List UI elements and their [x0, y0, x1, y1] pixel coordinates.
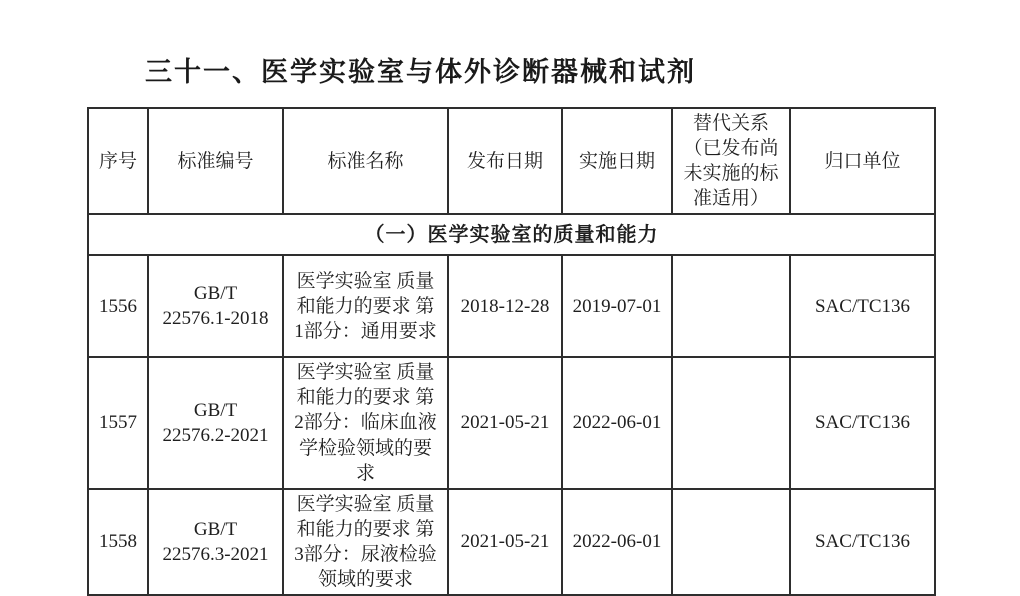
cell-replacement [672, 255, 790, 357]
cell-seq: 1556 [88, 255, 148, 357]
cell-name: 医学实验室 质量和能力的要求 第2部分：临床血液学检验领域的要求 [283, 357, 448, 488]
cell-unit: SAC/TC136 [790, 357, 935, 488]
cell-pub-date: 2018-12-28 [448, 255, 562, 357]
cell-impl-date: 2022-06-01 [562, 357, 672, 488]
column-header-unit: 归口单位 [790, 108, 935, 214]
cell-replacement [672, 489, 790, 595]
cell-replacement [672, 357, 790, 488]
cell-unit: SAC/TC136 [790, 255, 935, 357]
cell-seq: 1558 [88, 489, 148, 595]
cell-code: GB/T 22576.3-2021 [148, 489, 283, 595]
page-title: 三十一、医学实验室与体外诊断器械和试剂 [145, 57, 696, 87]
cell-pub-date: 2021-05-21 [448, 357, 562, 488]
cell-impl-date: 2022-06-01 [562, 489, 672, 595]
cell-seq: 1557 [88, 357, 148, 488]
table-row [88, 489, 935, 595]
cell-unit: SAC/TC136 [790, 489, 935, 595]
table-row [88, 255, 935, 357]
cell-name: 医学实验室 质量和能力的要求 第3部分：尿液检验领域的要求 [283, 489, 448, 595]
cell-code: GB/T 22576.1-2018 [148, 255, 283, 357]
column-header-code: 标准编号 [148, 108, 283, 214]
column-header-impl-date: 实施日期 [562, 108, 672, 214]
table-row [88, 357, 935, 488]
standards-table [87, 107, 936, 596]
column-header-name: 标准名称 [283, 108, 448, 214]
cell-pub-date: 2021-05-21 [448, 489, 562, 595]
cell-name: 医学实验室 质量和能力的要求 第1部分：通用要求 [283, 255, 448, 357]
cell-impl-date: 2019-07-01 [562, 255, 672, 357]
cell-code: GB/T 22576.2-2021 [148, 357, 283, 488]
column-header-pub-date: 发布日期 [448, 108, 562, 214]
table-header-row [88, 108, 935, 214]
column-header-seq: 序号 [88, 108, 148, 214]
column-header-replacement: 替代关系（已发布尚未实施的标准适用） [672, 108, 790, 214]
section-row [88, 214, 935, 255]
section-title: （一）医学实验室的质量和能力 [88, 214, 935, 255]
